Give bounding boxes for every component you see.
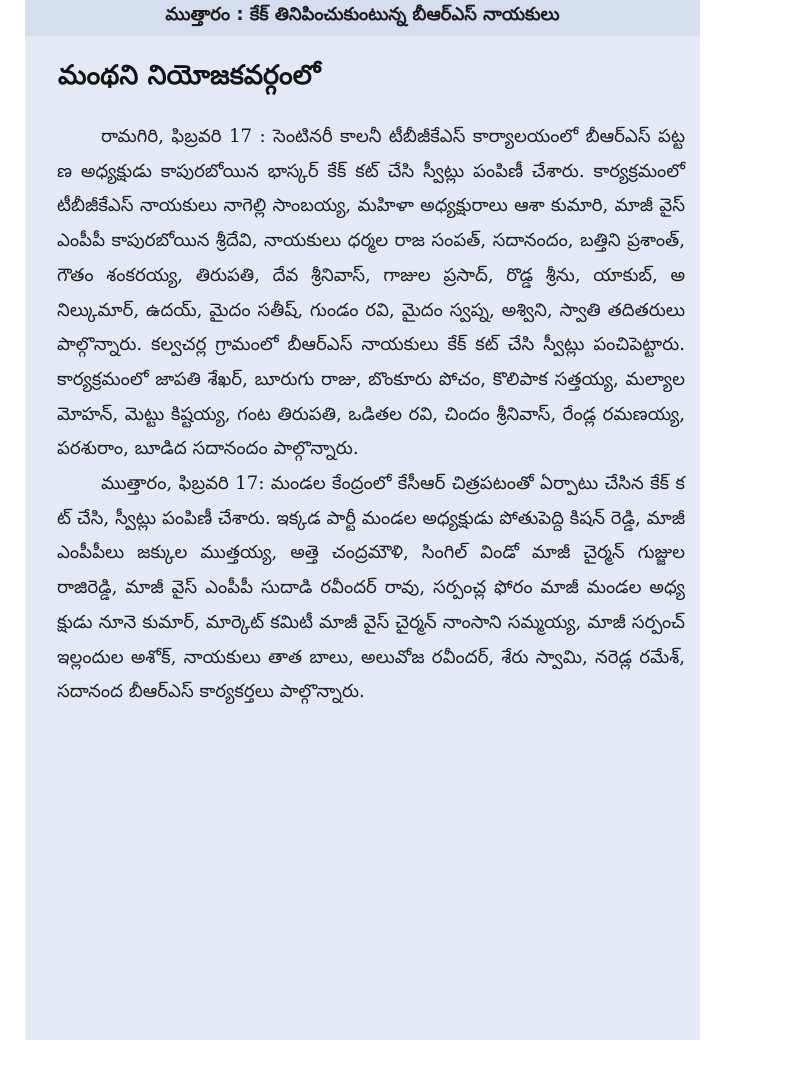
- article-paragraph-muttaram: ముత్తారం, ఫిబ్రవరి 17: మండల కేంద్రంలో కేసీఆర్ చిత్రపటంతో ఏర్పాటు చేసిన కేక్ కట్ చేసి, స్వీట్లు పంపిణీ చేశారు. ఇక్కడ పార్టీ మండల అధ్యక్షుడు పోతుపెద్ది కిషన్ రెడ్డి, మాజీ ఎంపీపీలు జక్కుల ముత్తయ్య, అత్తె చంద్రమౌళి, సింగిల్ విండో మాజీ చైర్మన్ గుజ్జుల రాజిరెడ్డి, మాజీ వైస్ ఎంపీపీ సుదాడి రవీందర్ రావు, సర్పంచ్ల ఫోరం మాజీ మండల అధ్యక్షుడు నూనె కుమార్, మార్కెట్ కమిటీ మాజీ వైస్ చైర్మన్ నాంసాని సమ్మయ్య, మాజీ సర్పంచ్ ఇల్లందుల అశోక్, నాయకులు తాత బాలు, అలువోజ రవీందర్, శేరు స్వామి, నరెడ్ల రమేశ్, సదానంద బీఆర్ఎస్ కార్యకర్తలు పాల్గొన్నారు.: [57, 473, 685, 703]
- article-paragraph-ramagiri: రామగిరి, ఫిబ్రవరి 17 : సెంటినరీ కాలనీ టీబీజీకేఎస్ కార్యాలయంలో బీఆర్ఎస్ పట్టణ అధ్యక్షుడు కాపురబోయిన భాస్కర్ కేక్ కట్ చేసి స్వీట్లు పంపిణీ చేశారు. కార్యక్రమంలో టీబీజీకేఎస్ నాయకులు నాగెల్లి సాంబయ్య, మహిళా అధ్యక్షురాలు ఆశా కుమారి, మాజీ వైస్ ఎంపీపీ కాపురబోయిన శ్రీదేవి, నాయకులు ధర్మల రాజ సంపత్, సదానందం, బత్తిని ప్రశాంత్, గౌతం శంకరయ్య, తిరుపతి, దేవ శ్రీనివాస్, గాజుల ప్రసాద్, రొడ్డ శ్రీను, యాకుబ్, అనిల్కుమార్, ఉదయ్, మైదం సతీష్, గుండం రవి, మైదం స్వప్న, అశ్విని, స్వాతి తదితరులు పాల్గొన్నారు. కల్వచర్ల గ్రామంలో బీఆర్ఎస్ నాయకులు కేక్ కట్ చేసి స్వీట్లు పంచిపెట్టారు. కార్యక్రమంలో జాపతి శేఖర్, బూరుగు రాజు, బొంకూరు పోచం, కొలిపాక సత్తయ్య, మల్యాల మోహన్, మెట్టు కిష్టయ్య, గంట తిరుపతి, ఒడితల రవి, చిందం శ్రీనివాస్, రేండ్ల రమణయ్య, పరశురాం, బూడిద సదానందం పాల్గొన్నారు.: [57, 126, 685, 460]
- article-headline: మంథని నియోజకవర్గంలో: [58, 60, 321, 91]
- photo-caption: ముత్తారం : కేక్ తినిపించుకుంటున్న బీఆర్ఎస్ నాయకులు: [25, 0, 700, 36]
- newspaper-clipping: [25, 0, 700, 1040]
- article-body: [57, 120, 685, 710]
